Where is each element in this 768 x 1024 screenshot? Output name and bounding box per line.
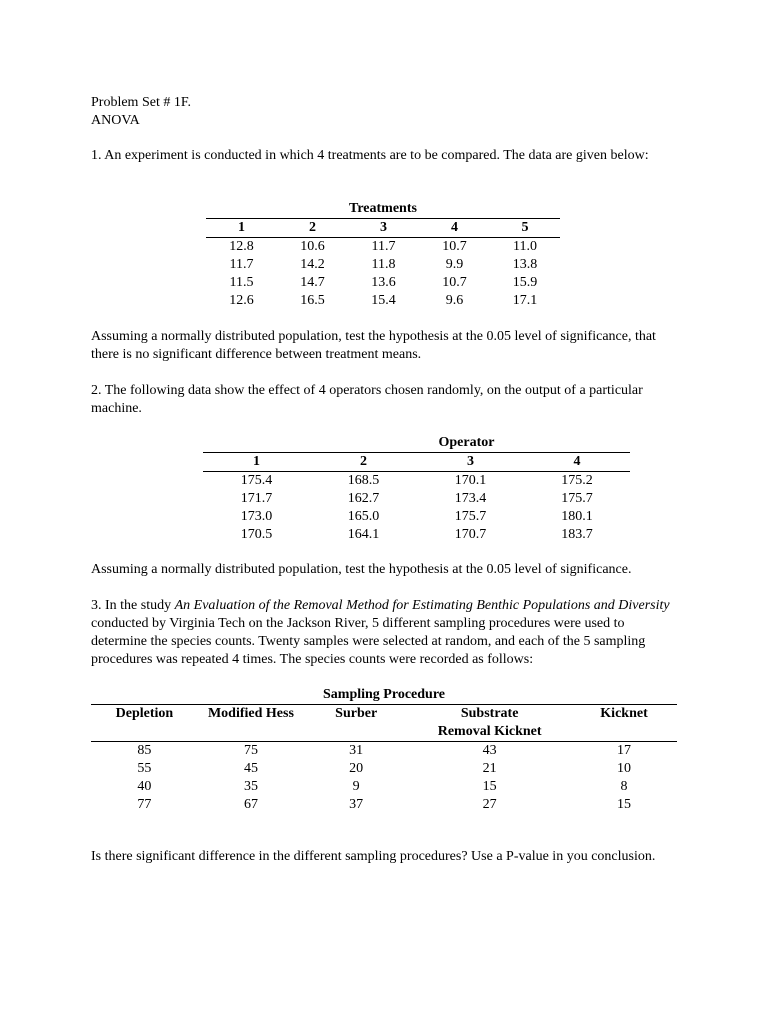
table-row (206, 292, 560, 310)
sampling-col-header: Substrate Removal Kicknet (408, 705, 571, 742)
table-cell: 10.7 (442, 275, 467, 290)
table-cell: 164.1 (347, 527, 380, 542)
table-row (206, 238, 560, 257)
table-cell: 15.4 (371, 293, 396, 308)
table-cell: 175.2 (561, 473, 593, 488)
table-cell: 170.5 (240, 527, 273, 542)
operator-col-header: 3 (467, 454, 474, 469)
q2-question: Assuming a normally distributed population, test the hypothesis at the 0.05 level of significance. (91, 562, 632, 577)
table-cell: 40 (137, 779, 152, 794)
treatments-col-header: 2 (277, 219, 348, 238)
q1-question: Assuming a normally distributed population, test the hypothesis at the 0.05 level of significance, that there is no significant difference between treatment means. (91, 329, 656, 362)
table-cell: 11.7 (229, 257, 254, 272)
table-cell: 10 (617, 761, 632, 776)
table-row (203, 490, 630, 508)
table-cell: 75 (243, 743, 258, 758)
table-cell: 13.8 (512, 257, 538, 272)
table-cell: 8 (620, 779, 628, 794)
table-cell: 45 (243, 761, 258, 776)
table-row (91, 778, 677, 796)
table-cell: 170.7 (454, 527, 487, 542)
table-cell: 20 (349, 761, 364, 776)
table-cell: 15 (482, 779, 497, 794)
table-cell: 85 (137, 743, 152, 758)
table-cell: 180.1 (561, 509, 593, 524)
table-cell: 13.6 (371, 275, 396, 290)
table-row (203, 508, 630, 526)
table-cell: 67 (243, 797, 258, 812)
table-cell: 31 (349, 743, 364, 758)
table-cell: 11.8 (371, 257, 396, 272)
table-cell: 171.7 (240, 491, 273, 506)
table-cell: 173.0 (240, 509, 273, 524)
table-row (203, 526, 630, 544)
table-cell: 43 (482, 743, 497, 758)
table-cell: 14.7 (300, 275, 325, 290)
table-cell: 10.7 (442, 239, 467, 254)
table-row (91, 742, 677, 761)
table-cell: 162.7 (347, 491, 380, 506)
operator-col-header: 4 (573, 454, 581, 469)
q1-intro: 1. An experiment is conducted in which 4 treatments are to be compared. The data are given below: (91, 148, 649, 163)
problem-set-title: Problem Set # 1F. (91, 95, 191, 110)
sampling-col-header: Modified Hess (198, 705, 304, 742)
q3-question: Is there significant difference in the different sampling procedures? Use a P-value in you conclusion. (91, 849, 656, 864)
operator-table-title: Operator (203, 434, 630, 453)
table-row (203, 472, 630, 491)
table-cell: 183.7 (561, 527, 593, 542)
operator-table (203, 434, 630, 544)
sampling-col-header: Depletion (91, 705, 198, 742)
table-cell: 12.6 (229, 293, 254, 308)
sampling-col-header: Surber (304, 705, 408, 742)
treatments-col-header: 3 (348, 219, 419, 238)
table-cell: 27 (482, 797, 497, 812)
sampling-col-header: Kicknet (571, 705, 677, 742)
table-cell: 55 (137, 761, 152, 776)
table-cell: 14.2 (300, 257, 325, 272)
table-cell: 15 (617, 797, 632, 812)
treatments-table-title: Treatments (206, 200, 560, 219)
table-cell: 16.5 (300, 293, 325, 308)
treatments-col-header: 1 (206, 219, 277, 238)
treatments-table (206, 200, 560, 310)
table-cell: 175.7 (561, 491, 593, 506)
table-cell: 170.1 (454, 473, 487, 488)
table-cell: 165.0 (347, 509, 380, 524)
problem-set-subtitle: ANOVA (91, 113, 140, 128)
treatments-col-header: 5 (490, 219, 560, 238)
table-cell: 77 (137, 797, 152, 812)
table-cell: 11.5 (229, 275, 254, 290)
table-cell: 10.6 (300, 239, 325, 254)
q2-intro: 2. The following data show the effect of 4 operators chosen randomly, on the output of a particular machine. (91, 383, 643, 416)
table-cell: 9.6 (445, 293, 464, 308)
table-cell: 21 (482, 761, 497, 776)
table-cell: 35 (243, 779, 258, 794)
operator-col-header: 2 (360, 454, 367, 469)
table-cell: 175.7 (454, 509, 487, 524)
table-row (206, 256, 560, 274)
table-row (91, 796, 677, 814)
treatments-col-header: 4 (419, 219, 490, 238)
table-cell: 9.9 (445, 257, 464, 272)
table-cell: 17.1 (512, 293, 538, 308)
table-cell: 15.9 (512, 275, 538, 290)
sampling-procedure-table (91, 686, 677, 814)
table-cell: 9 (352, 779, 360, 794)
table-row (91, 760, 677, 778)
study-title: An Evaluation of the Removal Method for Estimating Benthic Populations and Diversity (174, 598, 670, 613)
table-cell: 173.4 (454, 491, 487, 506)
sampling-table-title: Sampling Procedure (91, 686, 677, 705)
operator-col-header: 1 (253, 454, 260, 469)
table-cell: 12.8 (229, 239, 254, 254)
table-cell: 168.5 (347, 473, 380, 488)
table-cell: 37 (349, 797, 364, 812)
table-cell: 17 (617, 743, 632, 758)
table-cell: 11.7 (371, 239, 396, 254)
table-row (206, 274, 560, 292)
table-cell: 175.4 (240, 473, 273, 488)
q3-intro: 3. In the study An Evaluation of the Removal Method for Estimating Benthic Populations and Diversity conducted by Virginia Tech on the Jackson River, 5 different sampling procedures were used to determine the species counts. Twenty samples were selected at random, and each of the 5 sampling procedures was repeated 4 times. The species counts were recorded as follows: (91, 598, 670, 667)
table-cell: 11.0 (513, 239, 537, 254)
